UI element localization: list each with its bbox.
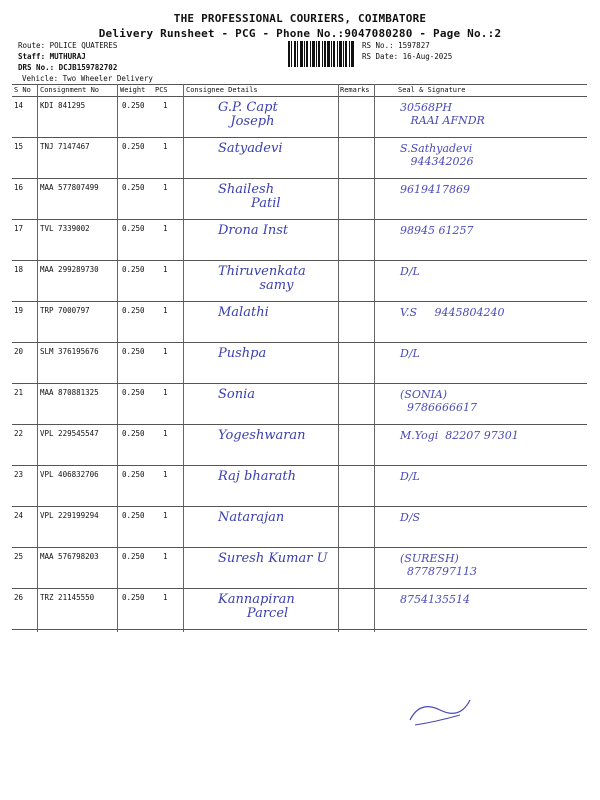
row-consignment-no: TVL 7339002 [40,224,90,233]
row-pcs: 1 [163,511,168,520]
row-sno: 23 [14,470,24,479]
row-consignee-handwritten: Pushpa [218,346,267,361]
row-consignee-handwritten: Malathi [218,305,269,320]
row-signature-handwritten: D/L [400,265,420,278]
row-consignment-no: MAA 577807499 [40,183,99,192]
row-divider [12,301,587,302]
row-consignment-no: VPL 229199294 [40,511,99,520]
row-consignment-no: TRZ 21145550 [40,593,95,602]
rs-number: RS No.: 1597827 [362,41,430,50]
row-pcs: 1 [163,306,168,315]
row-signature-handwritten: 9619417869 [400,183,470,196]
col-divider [183,84,184,632]
row-pcs: 1 [163,183,168,192]
row-pcs: 1 [163,347,168,356]
row-divider [12,424,587,425]
row-consignee-handwritten: Natarajan [218,510,285,525]
col-header-weight: Weight [120,86,146,94]
runsheet-subtitle: Delivery Runsheet - PCG - Phone No.:9047080280 - Page No.:2 [98,27,502,40]
row-consignment-no: TNJ 7147467 [40,142,90,151]
row-pcs: 1 [163,142,168,151]
row-weight: 0.250 [122,593,145,602]
row-signature-handwritten: 30568PH RAAI AFNDR [400,101,485,127]
row-sno: 22 [14,429,24,438]
row-consignee-handwritten: Drona Inst [218,223,289,238]
row-pcs: 1 [163,552,168,561]
row-divider [12,178,587,179]
col-header-consignment: Consignment No [40,86,100,94]
row-sno: 25 [14,552,24,561]
row-sno: 17 [14,224,24,233]
row-weight: 0.250 [122,265,145,274]
row-pcs: 1 [163,388,168,397]
row-sno: 21 [14,388,24,397]
row-consignment-no: MAA 576798203 [40,552,99,561]
company-title: THE PROFESSIONAL COURIERS, COIMBATORE [173,12,427,25]
header-bottom-rule [12,96,587,97]
col-header-remarks: Remarks [340,86,370,94]
row-consignment-no: VPL 406832706 [40,470,99,479]
row-consignee-handwritten: Suresh Kumar U [218,551,328,566]
row-signature-handwritten: 8754135514 [400,593,470,606]
row-pcs: 1 [163,429,168,438]
row-consignee-handwritten: Shailesh Patil [218,182,281,211]
col-divider [338,84,339,632]
row-consignment-no: VPL 229545547 [40,429,99,438]
row-consignee-handwritten: G.P. Capt Joseph [218,100,278,129]
row-weight: 0.250 [122,306,145,315]
row-divider [12,588,587,589]
row-consignment-no: SLM 376195676 [40,347,99,356]
drs-number: DRS No.: DCJB159782702 [18,63,118,72]
handwritten-scribble [400,680,480,740]
col-header-seal: Seal & Signature [398,86,466,94]
row-weight: 0.250 [122,142,145,151]
row-weight: 0.250 [122,429,145,438]
row-sno: 16 [14,183,24,192]
row-signature-handwritten: S.Sathyadevi 944342026 [400,142,474,168]
row-signature-handwritten: D/L [400,470,420,483]
row-divider [12,547,587,548]
col-divider [117,84,118,632]
row-signature-handwritten: (SONIA) 9786666617 [400,388,477,414]
barcode [288,41,354,67]
row-pcs: 1 [163,593,168,602]
row-consignment-no: KDI 841295 [40,101,86,110]
row-divider [12,629,587,630]
route-label: Route: POLICE QUATERES [18,41,118,50]
table-top-rule [12,84,587,85]
row-sno: 19 [14,306,24,315]
row-consignment-no: MAA 870881325 [40,388,99,397]
col-divider [37,84,38,632]
row-consignee-handwritten: Thiruvenkata samy [218,264,306,293]
rs-date: RS Date: 16-Aug-2025 [362,52,453,61]
row-sno: 26 [14,593,24,602]
row-signature-handwritten: M.Yogi 82207 97301 [400,429,519,442]
col-header-sno: S No [14,86,31,94]
row-signature-handwritten: V.S 9445804240 [400,306,505,319]
row-weight: 0.250 [122,101,145,110]
col-divider [374,84,375,632]
staff-label: Staff: MUTHURAJ [18,52,86,61]
row-pcs: 1 [163,224,168,233]
row-sno: 24 [14,511,24,520]
row-consignment-no: MAA 299289730 [40,265,99,274]
row-divider [12,260,587,261]
row-consignment-no: TRP 7000797 [40,306,90,315]
row-pcs: 1 [163,101,168,110]
row-weight: 0.250 [122,224,145,233]
row-pcs: 1 [163,470,168,479]
row-divider [12,137,587,138]
row-signature-handwritten: D/S [400,511,421,524]
row-weight: 0.250 [122,511,145,520]
row-weight: 0.250 [122,347,145,356]
row-consignee-handwritten: Raj bharath [218,469,297,484]
row-signature-handwritten: (SURESH) 8778797113 [400,552,477,578]
row-weight: 0.250 [122,388,145,397]
row-divider [12,383,587,384]
row-weight: 0.250 [122,470,145,479]
col-header-consignee: Consignee Details [186,86,258,94]
row-divider [12,342,587,343]
row-weight: 0.250 [122,552,145,561]
row-weight: 0.250 [122,183,145,192]
row-sno: 15 [14,142,24,151]
row-consignee-handwritten: Sonia [218,387,256,402]
row-divider [12,506,587,507]
row-divider [12,465,587,466]
vehicle-label: Vehicle: Two Wheeler Delivery [22,74,153,83]
row-sno: 20 [14,347,24,356]
col-header-pcs: PCS [155,86,168,94]
row-pcs: 1 [163,265,168,274]
row-signature-handwritten: 98945 61257 [400,224,474,237]
row-divider [12,219,587,220]
row-consignee-handwritten: Yogeshwaran [218,428,306,443]
row-sno: 14 [14,101,24,110]
row-consignee-handwritten: Kannapiran Parcel [218,592,295,621]
row-signature-handwritten: D/L [400,347,420,360]
row-sno: 18 [14,265,24,274]
row-consignee-handwritten: Satyadevi [218,141,283,156]
